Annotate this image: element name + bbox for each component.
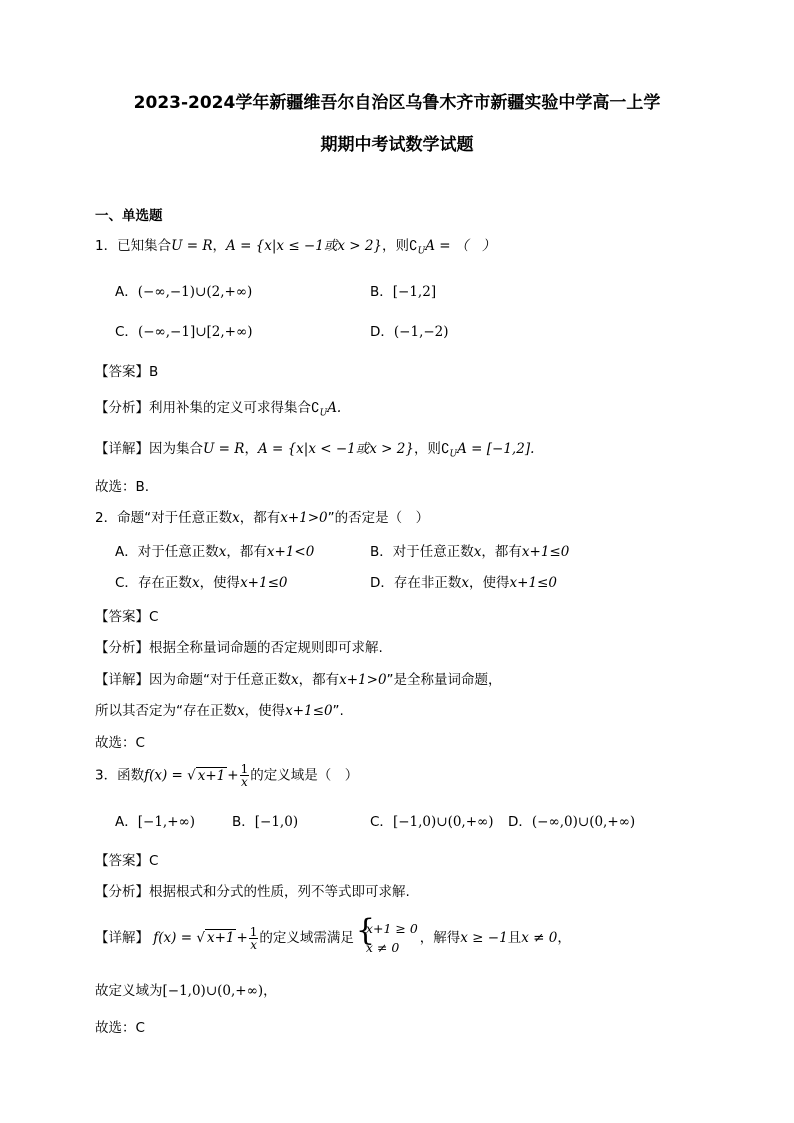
q3-option-d: D．(−∞,0)∪(0,+∞): [508, 814, 636, 830]
q3-option-c: C．[−1,0)∪(0,+∞): [370, 814, 494, 830]
q2-option-c: C．存在正数x，使得x+1≤0: [115, 575, 288, 591]
q3-option-b: B．[−1,0): [232, 814, 299, 830]
q2-answer: 【答案】C: [95, 609, 159, 625]
q2-choose: 故选：C: [95, 735, 145, 751]
fraction: $\frac{1}{x}$: [240, 762, 249, 789]
q1-analysis: 【分析】利用补集的定义可求得集合$∁_UA$.: [95, 400, 342, 419]
q2-detail-2: 所以其否定为“存在正数x，使得x+1≤0”.: [95, 703, 344, 719]
q2-option-b: B．对于任意正数x，都有x+1≤0: [370, 544, 570, 560]
q3-number: 3．: [95, 767, 118, 784]
q3-answer: 【答案】C: [95, 853, 159, 869]
title-line-1: 2023-2024学年新疆维吾尔自治区乌鲁木齐市新疆实验中学高一上学: [133, 93, 661, 113]
inequality-system: { x+1 ≥ 0 x ≠ 0: [355, 913, 418, 955]
q1-option-b: B．[−1,2]: [370, 284, 437, 300]
q2-number: 2．: [95, 510, 118, 526]
sqrt-symbol: √ x+1: [187, 767, 226, 784]
q1-detail: 【详解】因为集合U = R，A = {x|x < −1或x > 2}，则$∁_UA = [-1,2]$.: [95, 441, 535, 460]
q3-domain: 故定义域为[−1,0)∪(0,+∞)，: [95, 983, 277, 999]
q2-detail: 【详解】因为命题“对于任意正数x，都有x+1>0”是全称量词命题，: [95, 672, 502, 688]
title-line-2: 期期中考试数学试题: [320, 135, 474, 155]
q1-option-c: C．(−∞,−1]∪[2,+∞): [115, 324, 253, 340]
q1-option-d: D．(−1,−2): [370, 324, 449, 340]
q1-choose: 故选：B.: [95, 479, 150, 495]
q3-choose: 故选：C: [95, 1020, 145, 1036]
question-3-stem: 3．函数f(x) = √ x+1 + $\frac{1}{x}$ 的定义域是（ ）: [95, 762, 359, 789]
question-2-stem: 2．命题“对于任意正数x，都有x+1>0”的否定是（ ）: [95, 510, 430, 526]
q3-detail: 【详解】 f(x) = √ x+1 + $\frac{1}{x}$ 的定义域需满足 { x+1 ≥ 0 x ≠ 0 ，解得x ≥ −1且x ≠ 0，: [95, 913, 571, 955]
q1-number: 1．: [95, 238, 118, 254]
q2-option-a: A．对于任意正数x，都有x+1<0: [115, 544, 315, 560]
q2-option-d: D．存在非正数x，使得x+1≤0: [370, 575, 557, 591]
q3-option-a: A．[−1,+∞): [115, 814, 196, 830]
q3-analysis: 【分析】根据根式和分式的性质，列不等式即可求解.: [95, 884, 410, 900]
q1-answer: 【答案】B: [95, 364, 159, 380]
q1-option-a: A．(−∞,−1)∪(2,+∞): [115, 284, 253, 300]
q2-analysis: 【分析】根据全称量词命题的否定规则即可求解.: [95, 640, 383, 656]
question-1-stem: 1．已知集合U = R，A = {x|x ≤ −1或x > 2}，则$∁_UA$ = （ ）: [95, 238, 496, 257]
section-heading: 一、单选题: [95, 208, 163, 224]
